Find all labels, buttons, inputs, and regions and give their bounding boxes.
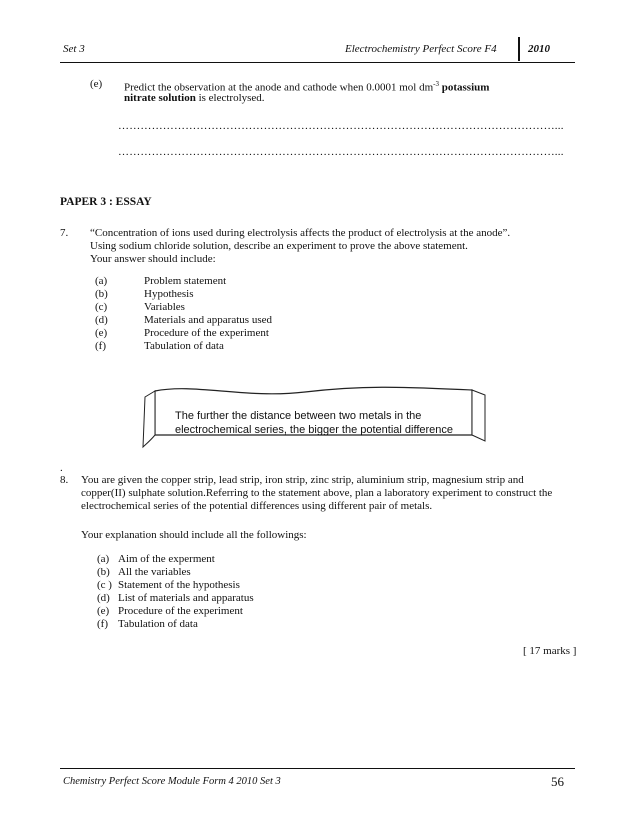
question-7-line3: Your answer should include:	[90, 253, 216, 265]
page-number: 56	[551, 774, 564, 789]
q8-item-b-label: (b)	[97, 566, 110, 578]
q8-item-a-text: Aim of the experment	[118, 553, 215, 565]
question-8-line4: Your explanation should include all the followings:	[81, 529, 307, 541]
question-e-bold: nitrate solution	[124, 92, 196, 104]
question-7-line2: Using sodium chloride solution, describe an experiment to prove the above statement.	[90, 240, 468, 252]
stray-dot: .	[60, 462, 63, 474]
q8-item-a-label: (a)	[97, 553, 110, 565]
marks-label: [ 17 marks ]	[523, 645, 577, 657]
question-8-line3: electrochemical series of the potential differences using different pair of metals.	[81, 500, 433, 512]
q7-item-e-text: Procedure of the experiment	[144, 327, 269, 339]
q7-item-e-label: (e)	[95, 327, 108, 339]
question-e-rest: is electrolysed.	[198, 92, 265, 104]
q8-item-c-text: Statement of the hypothesis	[118, 579, 240, 591]
header-set-label: Set 3	[63, 43, 85, 55]
q7-item-c-label: (c)	[95, 301, 108, 313]
q7-item-b-text: Hypothesis	[144, 288, 194, 300]
answer-line-2[interactable]: ………………………………………………………………………………………………………...	[118, 146, 564, 158]
callout-line-2: electrochemical series, the bigger the potential difference	[175, 424, 454, 436]
question-7-number: 7.	[60, 227, 69, 239]
question-8-number: 8.	[60, 474, 69, 486]
q8-item-f-label: (f)	[97, 618, 108, 630]
q8-item-c-label: (c )	[97, 579, 112, 591]
question-e-text-a: Predict the observation at the anode and cathode when 0.0001 mol dm	[124, 81, 434, 94]
question-8-line1: You are given the copper strip, lead strip, iron strip, zinc strip, aluminium strip, magnesium strip and	[81, 474, 524, 486]
header-rule	[60, 62, 575, 63]
header-year: 2010	[528, 43, 550, 55]
footer-rule	[60, 768, 575, 769]
q8-item-d-label: (d)	[97, 592, 110, 604]
question-7-line1: “Concentration of ions used during electrolysis affects the product of electrolysis at the anode”.	[90, 227, 511, 239]
q8-item-e-text: Procedure of the experiment	[118, 605, 243, 617]
header-divider	[518, 37, 520, 61]
q8-item-f-text: Tabulation of data	[118, 618, 198, 630]
q7-item-d-label: (d)	[95, 314, 108, 326]
footer-left: Chemistry Perfect Score Module Form 4 2010 Set 3	[63, 776, 281, 787]
section-title: PAPER 3 : ESSAY	[60, 196, 152, 208]
header-title: Electrochemistry Perfect Score F4	[345, 43, 497, 55]
question-8-line2: copper(II) sulphate solution.Referring to the statement above, plan a laboratory experiment to construct the	[81, 487, 553, 499]
q7-item-a-text: Problem statement	[144, 275, 227, 287]
q7-item-f-text: Tabulation of data	[144, 340, 224, 352]
question-e-line2	[124, 92, 265, 105]
q8-item-d-text: List of materials and apparatus	[118, 592, 254, 604]
q8-item-e-label: (e)	[97, 605, 110, 617]
callout-line-1: The further the distance between two metals in the	[175, 410, 422, 422]
q7-item-a-label: (a)	[95, 275, 108, 287]
answer-line-1[interactable]: ………………………………………………………………………………………………………...	[118, 120, 564, 132]
q7-item-d-text: Materials and apparatus used	[144, 314, 272, 326]
q7-item-b-label: (b)	[95, 288, 108, 300]
q7-item-f-label: (f)	[95, 340, 106, 352]
question-e-label: (e)	[90, 78, 103, 90]
question-e-text-b: potassium	[441, 81, 490, 94]
question-e-superscript: -3	[433, 80, 439, 88]
q8-item-b-text: All the variables	[118, 566, 191, 578]
q7-item-c-text: Variables	[144, 301, 185, 313]
